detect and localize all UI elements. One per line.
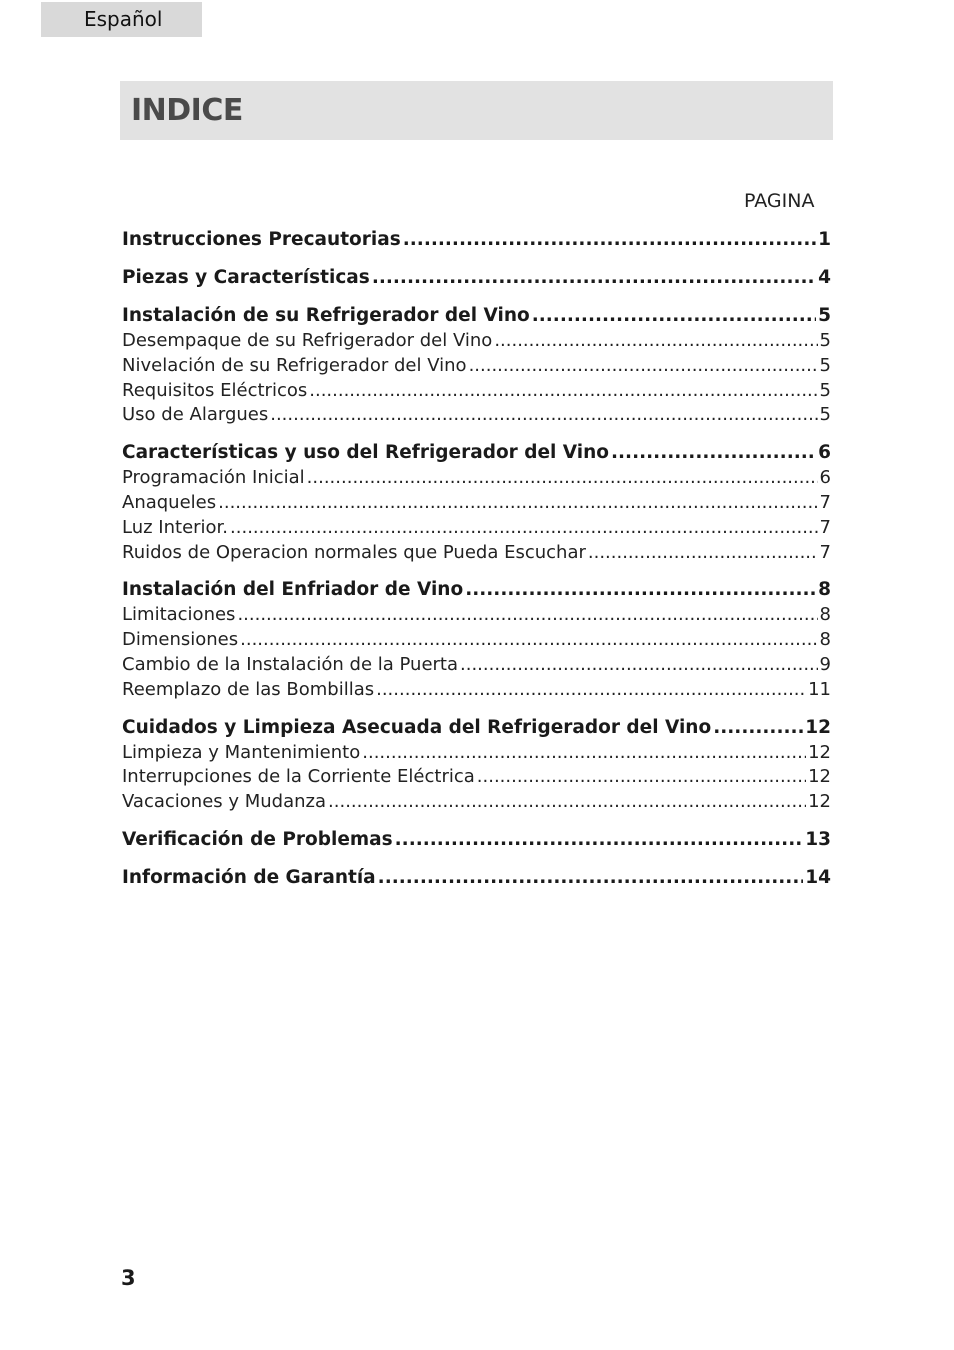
- toc-section: [122, 826, 831, 853]
- toc-item-luz-interior[interactable]: [122, 516, 831, 541]
- toc-entry-page: 4: [818, 267, 831, 288]
- toc-entry-page: 5: [819, 330, 831, 351]
- toc-entry-page: 7: [819, 491, 831, 513]
- toc-item-nivelacion-de-su-refrigerador-del-vino[interactable]: [122, 354, 831, 379]
- toc-entry-label: Cuidados y Limpieza Asecuada del Refrigerador del Vino: [122, 716, 712, 738]
- toc-item-requisitos-electricos[interactable]: [122, 379, 831, 404]
- toc-item-ruidos-de-operacion-normales-que-pueda-escuchar[interactable]: [122, 541, 831, 566]
- dot-leader: [372, 264, 816, 291]
- toc-entry-label: Programación Inicial: [122, 467, 305, 489]
- toc-section: [122, 302, 831, 428]
- dot-leader: [588, 541, 818, 566]
- toc-section-caracteristicas-y-uso-del-refrigerador-del-vino[interactable]: [122, 439, 831, 466]
- toc-section: [122, 576, 831, 702]
- toc-entry-label: Instalación del Enfriador de Vino: [122, 579, 464, 601]
- toc-section-piezas-y-caracteristicas[interactable]: [122, 264, 831, 291]
- toc-section: [122, 439, 831, 565]
- toc-entry-label: Nivelación de su Refrigerador del Vino: [122, 354, 467, 376]
- toc-entry-label: Instalación de su Refrigerador del Vino: [122, 305, 530, 326]
- toc-entry-page: 5: [819, 404, 831, 426]
- toc-entry-label: Desempaque de su Refrigerador del Vino: [122, 330, 493, 351]
- page-column-header: PAGINA: [744, 190, 815, 212]
- dot-leader: [713, 714, 803, 741]
- toc-entry-label: Anaqueles: [122, 491, 217, 513]
- dot-leader: [378, 864, 804, 891]
- toc-entry-page: 8: [819, 604, 831, 626]
- dot-leader: [309, 379, 817, 404]
- dot-leader: [230, 516, 818, 541]
- toc-entry-page: 14: [805, 866, 831, 888]
- toc-entry-page: 5: [818, 305, 831, 326]
- page-number: 3: [121, 1266, 136, 1290]
- toc-item-anaqueles[interactable]: [122, 491, 831, 516]
- toc-entry-label: Instrucciones Precautorias: [122, 229, 401, 250]
- toc-item-cambio-de-la-instalacion-de-la-puerta[interactable]: [122, 653, 831, 678]
- dot-leader: [477, 765, 806, 790]
- dot-leader: [403, 226, 816, 253]
- toc-section: [122, 714, 831, 815]
- toc-entry-page: 12: [805, 716, 831, 738]
- toc-entry-label: Luz Interior.: [122, 516, 229, 538]
- toc-entry-label: Dimensiones: [122, 629, 239, 651]
- toc-item-dimensiones[interactable]: [122, 628, 831, 653]
- toc-item-interrupciones-de-la-corriente-electrica[interactable]: [122, 765, 831, 790]
- toc-entry-page: 9: [819, 653, 831, 675]
- toc-item-desempaque-de-su-refrigerador-del-vino[interactable]: [122, 329, 831, 354]
- toc-entry-page: 8: [818, 579, 831, 601]
- dot-leader: [532, 302, 816, 329]
- toc-section-instrucciones-precautorias[interactable]: [122, 226, 831, 253]
- toc-entry-label: Interrupciones de la Corriente Eléctrica: [122, 766, 475, 788]
- title-bar: [120, 81, 833, 140]
- dot-leader: [460, 653, 818, 678]
- toc-item-limitaciones[interactable]: [122, 603, 831, 628]
- toc-entry-page: 11: [808, 678, 831, 700]
- toc-section-informacion-de-garantia[interactable]: [122, 864, 831, 891]
- toc-section: [122, 226, 831, 253]
- toc-entry-page: 12: [808, 791, 831, 813]
- toc-item-limpieza-y-mantenimiento[interactable]: [122, 741, 831, 766]
- toc-entry-page: 1: [818, 229, 831, 250]
- toc-entry-label: Verificación de Problemas: [122, 828, 393, 850]
- toc-item-programacion-inicial[interactable]: [122, 466, 831, 491]
- page-title: INDICE: [131, 93, 243, 128]
- toc-entry-page: 7: [819, 516, 831, 538]
- toc-entry-label: Ruidos de Operacion normales que Pueda Escuchar: [122, 541, 586, 563]
- toc-entry-page: 13: [805, 828, 831, 850]
- toc-item-vacaciones-y-mudanza[interactable]: [122, 790, 831, 815]
- toc-entry-page: 5: [819, 354, 831, 376]
- dot-leader: [376, 678, 806, 703]
- toc-item-uso-de-alargues[interactable]: [122, 403, 831, 428]
- dot-leader: [494, 329, 817, 354]
- toc-section: [122, 264, 831, 291]
- dot-leader: [611, 439, 816, 466]
- dot-leader: [362, 741, 806, 766]
- toc-section: [122, 864, 831, 891]
- dot-leader: [270, 403, 817, 428]
- dot-leader: [469, 354, 818, 379]
- toc-entry-label: Uso de Alargues: [122, 404, 269, 426]
- toc-section-instalacion-del-enfriador-de-vino[interactable]: [122, 576, 831, 603]
- dot-leader: [465, 576, 816, 603]
- toc-entry-page: 6: [819, 467, 831, 489]
- dot-leader: [218, 491, 817, 516]
- toc-entry-label: Limpieza y Mantenimiento: [122, 741, 361, 763]
- toc-entry-label: Información de Garantía: [122, 866, 376, 888]
- toc-entry-label: Características y uso del Refrigerador del Vino: [122, 442, 609, 464]
- dot-leader: [237, 603, 817, 628]
- toc-section-verificacion-de-problemas[interactable]: [122, 826, 831, 853]
- toc-entry-label: Piezas y Características: [122, 267, 370, 288]
- dot-leader: [240, 628, 817, 653]
- toc-section-cuidados-y-limpieza-asecuada-del-refrigerador-del-vino[interactable]: [122, 714, 831, 741]
- toc-entry-page: 7: [819, 541, 831, 563]
- toc-entry-page: 12: [808, 741, 831, 763]
- toc-entry-label: Reemplazo de las Bombillas: [122, 678, 375, 700]
- dot-leader: [395, 826, 804, 853]
- table-of-contents: [122, 226, 831, 902]
- dot-leader: [328, 790, 806, 815]
- toc-entry-label: Requisitos Eléctricos: [122, 379, 308, 401]
- toc-entry-label: Cambio de la Instalación de la Puerta: [122, 653, 459, 675]
- toc-entry-label: Vacaciones y Mudanza: [122, 791, 327, 813]
- toc-section-instalacion-de-su-refrigerador-del-vino[interactable]: [122, 302, 831, 329]
- toc-entry-page: 6: [818, 442, 831, 464]
- toc-entry-page: 12: [808, 766, 831, 788]
- language-tab: Español: [41, 2, 202, 37]
- dot-leader: [307, 466, 818, 491]
- toc-item-reemplazo-de-las-bombillas[interactable]: [122, 678, 831, 703]
- toc-entry-page: 5: [819, 379, 831, 401]
- toc-entry-page: 8: [819, 629, 831, 651]
- toc-entry-label: Limitaciones: [122, 604, 236, 626]
